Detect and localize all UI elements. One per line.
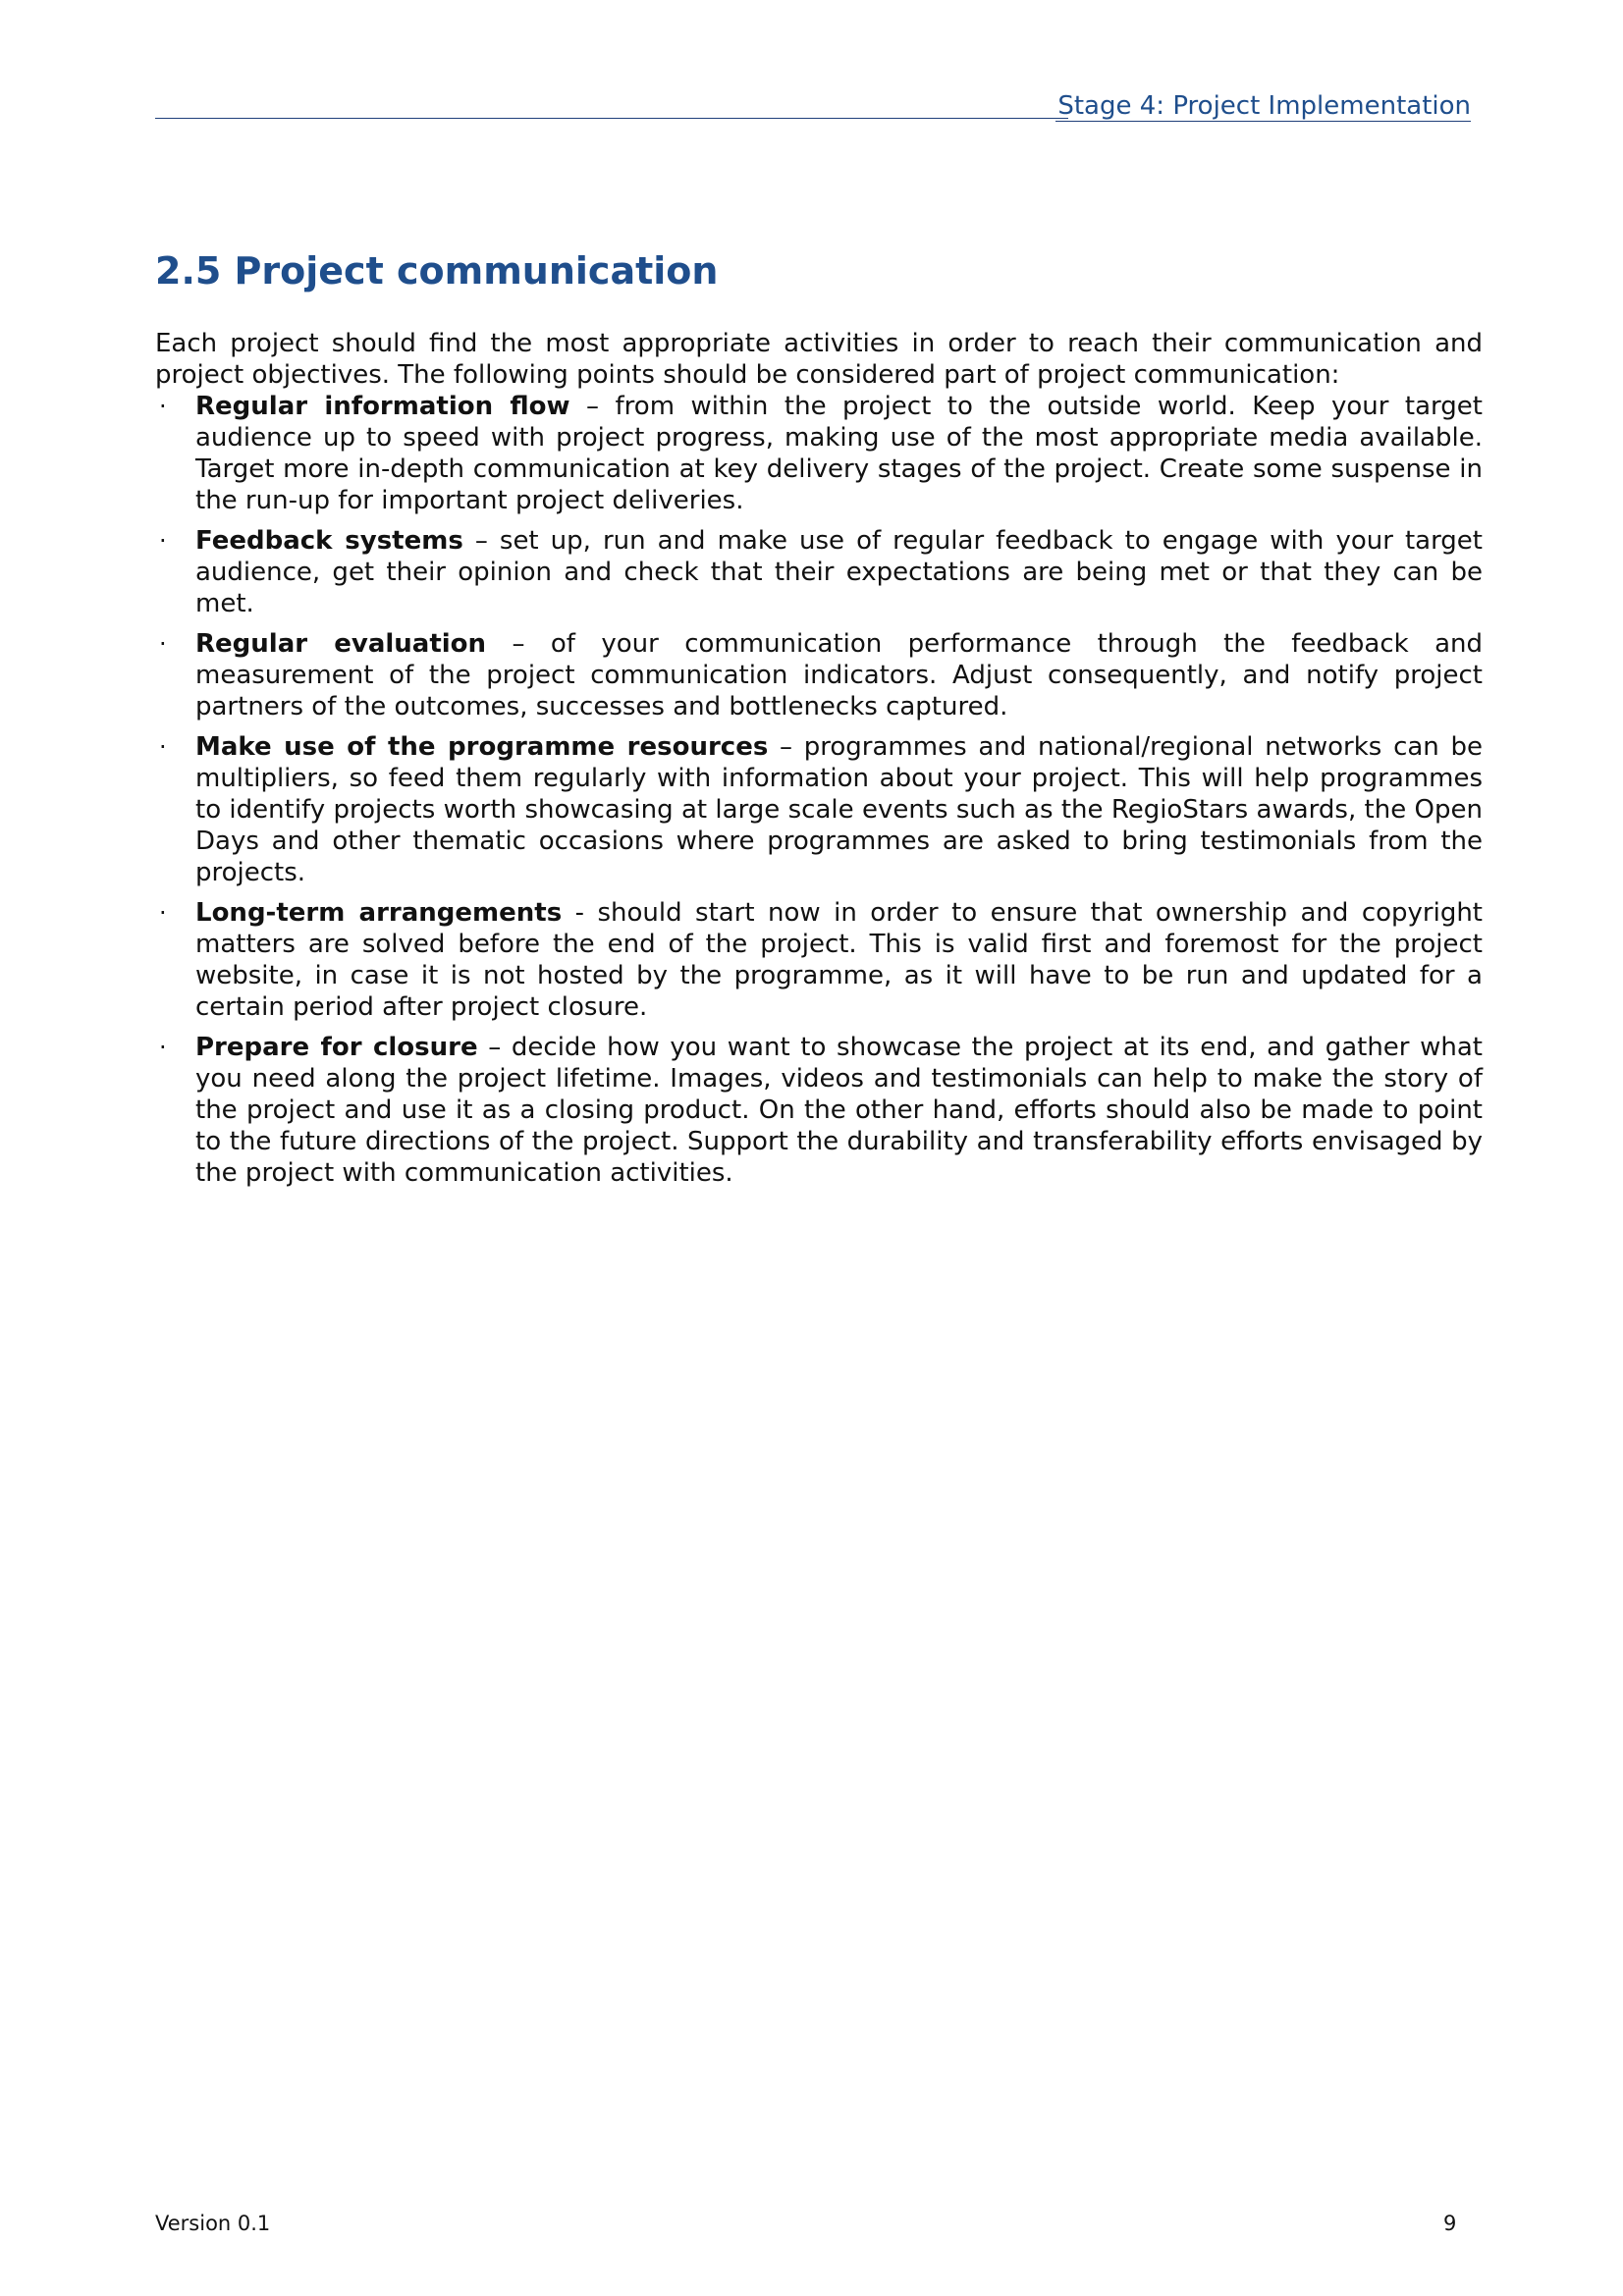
header-title: Stage 4: Project Implementation bbox=[1057, 91, 1471, 121]
footer-version: Version 0.1 bbox=[155, 2212, 271, 2235]
bullet-dot-icon: · bbox=[159, 733, 167, 761]
bullet-term: Long-term arrangements bbox=[195, 898, 563, 928]
bullet-item-prepare-for-closure bbox=[155, 1032, 1483, 1189]
bullet-text: – from within the project to the outside world. Keep your target audience up to speed with project progress, making use of the most appropriate media available. Target more in-depth communication at key delivery stages of the project. Create some suspense in the run-up for important project deliveries. bbox=[195, 392, 1483, 515]
bullet-item-information-flow bbox=[155, 391, 1483, 516]
intro-paragraph: Each project should find the most appropriate activities in order to reach their communication and project objectives. The following points should be considered part of project communication: bbox=[155, 329, 1483, 390]
bullet-item-regular-evaluation bbox=[155, 628, 1483, 722]
bullet-item-feedback-systems bbox=[155, 525, 1483, 619]
bullet-text: - should start now in order to ensure that ownership and copyright matters are solved before the end of the project. This is valid first and foremost for the project website, in case it is not hosted by the programme, as it will have to be run and updated for a certain period after project closure. bbox=[195, 898, 1483, 1022]
bullet-text: – programmes and national/regional networks can be multipliers, so feed them regularly with information about your project. This will help programmes to identify projects worth showcasing at large scale events such as the RegioStars awards, the Open Days and other thematic occasions where programmes are asked to bring testimonials from the projects. bbox=[195, 732, 1483, 887]
bullet-item-programme-resources bbox=[155, 731, 1483, 888]
bullet-dot-icon: · bbox=[159, 899, 167, 927]
bullet-item-long-term-arrangements bbox=[155, 897, 1483, 1023]
bullet-term: Regular evaluation bbox=[195, 629, 487, 659]
page-header bbox=[155, 90, 1471, 122]
bullet-term: Feedback systems bbox=[195, 526, 463, 556]
bullet-term: Make use of the programme resources bbox=[195, 732, 769, 762]
section-heading: 2.5 Project communication bbox=[155, 249, 719, 293]
section-body bbox=[155, 328, 1483, 1198]
bullet-text: – decide how you want to showcase the project at its end, and gather what you need along the project lifetime. Images, videos and testimonials can help to make the story of the project and use it as a closing product. On the other hand, efforts should also be made to point to the future directions of the project. Support the durability and transferability efforts envisaged by the project with communication activities. bbox=[195, 1033, 1484, 1188]
bullet-dot-icon: · bbox=[159, 630, 167, 658]
bullet-term: Regular information flow bbox=[195, 392, 570, 421]
bullet-list bbox=[155, 391, 1483, 1189]
bullet-text: – set up, run and make use of regular feedback to engage with your target audience, get their opinion and check that their expectations are being met or that they can be met. bbox=[195, 526, 1483, 618]
header-rule bbox=[155, 118, 1068, 119]
footer-page-number: 9 bbox=[1443, 2212, 1457, 2235]
bullet-dot-icon: · bbox=[159, 393, 167, 420]
bullet-dot-icon: · bbox=[159, 527, 167, 555]
bullet-dot-icon: · bbox=[159, 1034, 167, 1061]
bullet-term: Prepare for closure bbox=[195, 1033, 478, 1062]
bullet-text: – of your communication performance through the feedback and measurement of the project communication indicators. Adjust consequently, and notify project partners of the outcomes, successes and bottlenecks captured. bbox=[195, 629, 1483, 721]
